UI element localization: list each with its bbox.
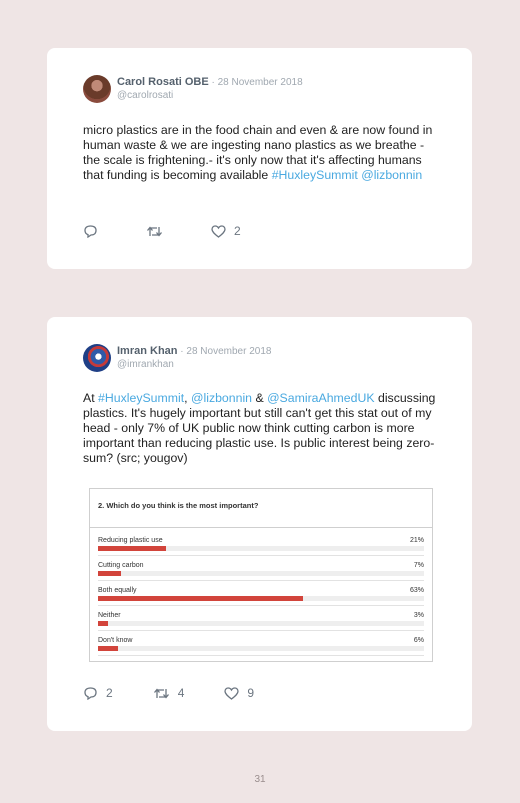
poll-question: 2. Which do you think is the most important? [90,488,432,528]
retweet-button[interactable] [153,686,185,700]
poll-option-percent: 21% [409,537,424,544]
tweet-header [83,344,271,372]
poll-option-percent: 3% [413,612,424,619]
divider [98,630,424,631]
mention-link[interactable]: @lizbonnin [191,391,253,405]
divider [98,605,424,606]
reply-icon [83,686,98,700]
poll-option [98,562,424,581]
separator: , [184,391,191,405]
poll-image[interactable] [89,488,433,662]
tweet-body: discussing plastics. It's hugely important but still can't get this stat out of my head - only 7% of UK public now think cutting carbon is more important than reducing plastic use. Is public interest being zero-sum? (src; yougov) [83,391,436,465]
poll-option-bar-track [98,571,424,576]
reply-button[interactable] [83,224,106,238]
author-handle[interactable]: @carolrosati [117,90,174,101]
hashtag-link[interactable]: #HuxleySummit [98,391,185,405]
mention-link[interactable]: @SamiraAhmedUK [267,391,375,405]
tweet-text [83,391,443,466]
hashtag-link[interactable]: #HuxleySummit [271,168,358,182]
tweet-card [47,317,472,731]
poll-option-label: Both equally [98,587,137,594]
tweet-date[interactable]: · 28 November 2018 [177,346,272,357]
tweet-header [83,75,303,103]
heart-icon [224,687,239,700]
reply-button[interactable] [83,686,113,700]
poll-option-bar-track [98,621,424,626]
poll-option [98,637,424,656]
poll-option-bar-track [98,646,424,651]
poll-option-label: Neither [98,612,121,619]
poll-option [98,587,424,606]
reply-count: 2 [106,686,113,700]
poll-option-bar [98,646,118,651]
like-count: 9 [247,686,255,700]
retweet-icon [153,687,170,700]
poll-option-bar [98,571,121,576]
poll-option-bar [98,596,303,601]
avatar[interactable] [83,344,111,372]
divider [98,655,424,656]
author-name[interactable]: Imran Khan [117,345,178,357]
poll-option-bar [98,546,166,551]
poll-option-bar-track [98,596,424,601]
poll-option-percent: 6% [413,637,424,644]
heart-icon [211,225,226,238]
poll-option-label: Don't know [98,637,133,644]
author-handle[interactable]: @imrankhan [117,359,174,370]
retweet-button[interactable] [146,225,171,238]
tweet-card [47,48,472,269]
page-number: 31 [254,774,266,785]
like-count: 2 [234,224,241,238]
author-name[interactable]: Carol Rosati OBE [117,76,209,88]
tweet-actions [83,686,294,700]
retweet-icon [146,225,163,238]
retweet-count: 4 [177,686,185,700]
avatar[interactable] [83,75,111,103]
poll-option-bar [98,621,108,626]
poll-option-percent: 7% [413,562,424,569]
mention-link[interactable]: @lizbonnin [361,168,423,182]
poll-option-percent: 63% [409,587,424,594]
poll-option-bar-track [98,546,424,551]
poll-option [98,537,424,556]
poll-option-label: Reducing plastic use [98,537,163,544]
divider [98,580,424,581]
tweet-text-prefix: At [83,391,99,405]
poll-option [98,612,424,631]
reply-icon [83,224,98,238]
tweet-body: micro plastics are in the food chain and even & are now found in human waste & we are ingesting nano plastics as we breathe - the scale is frightening.- it's only now that it's affecting humans that funding is becoming available [83,123,433,182]
tweet-date[interactable]: · 28 November 2018 [208,77,303,88]
tweet-actions [83,224,281,238]
separator: & [252,391,268,405]
like-button[interactable] [224,686,254,700]
tweet-text [83,123,443,183]
poll-option-label: Cutting carbon [98,562,144,569]
divider [98,555,424,556]
like-button[interactable] [211,224,241,238]
